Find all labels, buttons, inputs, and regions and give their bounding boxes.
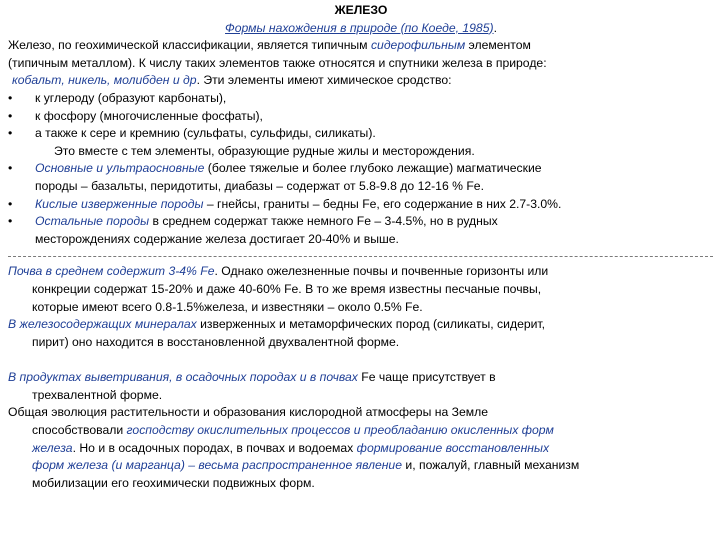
emphasis-term: сидерофильным <box>370 38 466 53</box>
list-item: • Остальные породы в среднем содержат также немного Fe – 3-4.5%, но в рудных <box>8 213 714 231</box>
paragraph-line: (типичным металлом). К числу таких элементов также относятся и спутники железа в природе: <box>8 55 547 70</box>
paragraph-line: Почва в среднем содержит 3-4% Fe. Однако ожелезненные почвы и почвенные горизонты или <box>8 264 549 279</box>
list-item: • Основные и ультраосновные (более тяжелые и более глубоко лежащие) магматические <box>8 160 714 178</box>
list-item: • а также к сере и кремнию (сульфаты, сульфиды, силикаты). <box>8 125 714 143</box>
paragraph-line: конкреции содержат 15-20% и даже 40-60% Fe. В то же время известны песчаные почвы, <box>32 281 542 296</box>
bullet: • <box>8 108 13 123</box>
paragraph-line: пирит) оно находится в восстановленной двухвалентной форме. <box>32 334 400 349</box>
paragraph-line: Железо, по геохимической классификации, является типичным сидерофильным элементом <box>8 38 531 53</box>
subtitle: Формы нахождения в природе (по Коеде, 1985). <box>225 20 497 35</box>
paragraph-line: способствовали господству окислительных процессов и преобладанию окисленных форм <box>32 423 554 438</box>
emphasis-term: кобальт, никель, молибден и др <box>12 73 197 88</box>
paragraph-line: которые имеют всего 0.8-1.5%железа, и известняки – около 0.5% Fe. <box>32 299 423 314</box>
list-item-continuation: породы – базальты, перидотиты, диабазы – содержат от 5.8-9.8 до 12-16 % Fe. <box>35 178 484 193</box>
page-title: ЖЕЛЕЗО <box>334 3 388 17</box>
bullet: • <box>8 196 13 211</box>
list-item: • к фосфору (многочисленные фосфаты), <box>8 108 714 126</box>
paragraph-line: Это вместе с тем элементы, образующие рудные жилы и месторождения. <box>54 143 475 158</box>
paragraph-line: В железосодержащих минералах изверженных и метаморфических пород (силикаты, сидерит, <box>8 317 546 332</box>
bullet: • <box>8 214 13 229</box>
paragraph-line: В продуктах выветривания, в осадочных породах и в почвах Fe чаще присутствует в <box>8 370 496 385</box>
list-item-continuation: месторождениях содержание железа достигает 20-40% и выше. <box>35 231 399 246</box>
bullet: • <box>8 161 13 176</box>
paragraph-line: форм железа (и марганца) – весьма распространенное явление и, пожалуй, главный механизм <box>32 458 580 473</box>
list-item: • Кислые изверженные породы – гнейсы, граниты – бедны Fe, его содержание в них 2.7-3.0%. <box>8 196 714 214</box>
paragraph-line: мобилизации его геохимически подвижных форм. <box>32 475 315 490</box>
list-item: • к углероду (образуют карбонаты), <box>8 90 714 108</box>
subtitle-link: Формы нахождения в природе (по Коеде, 1985) <box>225 20 494 35</box>
paragraph-line: Общая эволюция растительности и образования кислородной атмосферы на Земле <box>8 405 489 420</box>
paragraph-line: железа. Но и в осадочных породах, в почвах и водоемах формирование восстановленных <box>32 440 550 455</box>
paragraph-line: кобальт, никель, молибден и др. Эти элементы имеют химическое сродство: <box>8 72 714 90</box>
bullet: • <box>8 90 13 105</box>
bullet: • <box>8 126 13 141</box>
divider <box>8 256 713 257</box>
paragraph-line: трехвалентной форме. <box>32 387 163 402</box>
